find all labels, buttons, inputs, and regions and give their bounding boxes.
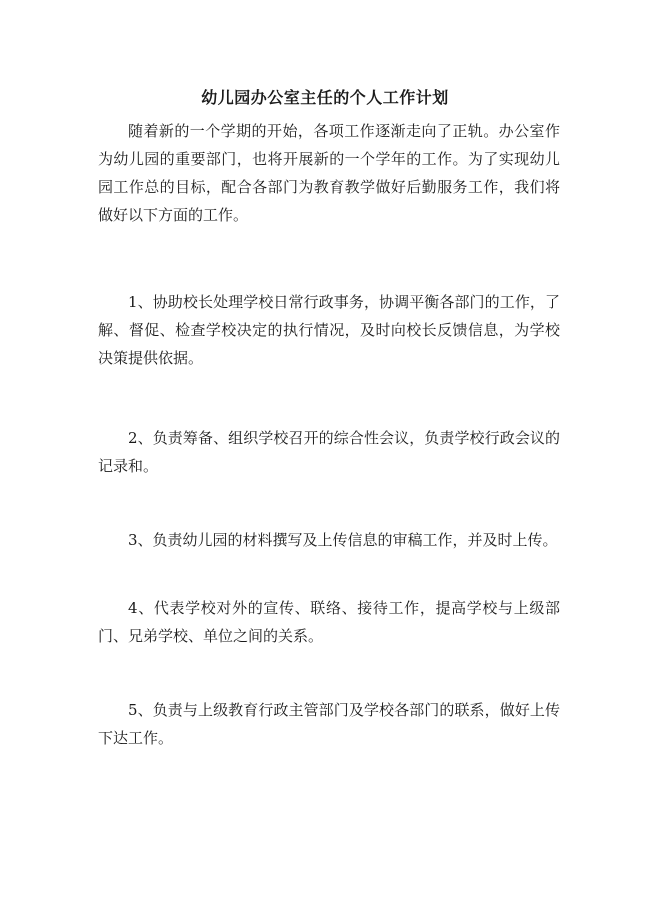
list-item: 5、负责与上级教育行政主管部门及学校各部门的联系，做好上传下达工作。 (98, 701, 560, 747)
document-title: 幼儿园办公室主任的个人工作计划 (201, 88, 449, 107)
intro-paragraph: 随着新的一个学期的开始，各项工作逐渐走向了正轨。办公室作为幼儿园的重要部门，也将开展新的一个学年的工作。为了实现幼儿园工作总的目标，配合各部门为教育教学做好后勤服务工作，我们将做好以下方面的工作。 (98, 122, 560, 224)
list-item: 4、代表学校对外的宣传、联络、接待工作，提高学校与上级部门、兄弟学校、单位之间的关系。 (98, 599, 560, 645)
list-item: 1、协助校长处理学校日常行政事务，协调平衡各部门的工作，了解、督促、检查学校决定的执行情况，及时向校长反馈信息，为学校决策提供依据。 (98, 293, 560, 367)
list-item: 2、负责筹备、组织学校召开的综合性会议，负责学校行政会议的记录和。 (98, 429, 560, 475)
list-item: 3、负责幼儿园的材料撰写及上传信息的审稿工作，并及时上传。 (128, 531, 558, 549)
